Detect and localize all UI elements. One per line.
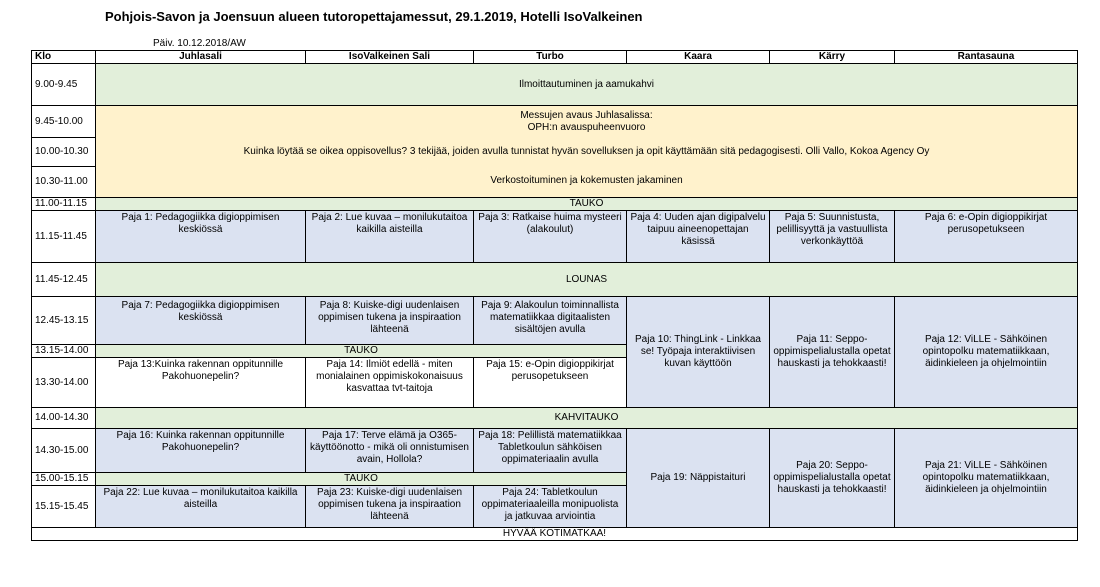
- workshop-cell: Paja 5: Suunnistusta, pelillisyyttä ja vastuullista verkonkäyttöä: [770, 211, 895, 263]
- schedule-table: [31, 50, 1078, 541]
- workshop-cell: Paja 2: Lue kuvaa – monilukutaitoa kaikilla aisteilla: [306, 211, 474, 263]
- header-klo: Klo: [32, 51, 96, 64]
- time-cell: 15.00-15.15: [32, 473, 96, 486]
- workshop-cell: Paja 10: ThingLink - Linkkaa se! Työpaja interaktiivisen kuvan käyttöön: [627, 297, 770, 408]
- workshop-cell: Paja 20: Seppo-oppimispelialustalla opetat hauskasti ja tehokkaasti!: [770, 429, 895, 528]
- break-cell: TAUKO: [96, 345, 627, 358]
- coffee-break-cell: KAHVITAUKO: [96, 408, 1078, 429]
- workshop-cell: Paja 22: Lue kuvaa – monilukutaitoa kaikilla aisteilla: [96, 486, 306, 528]
- workshop-cell: Paja 24: Tabletkoulun oppimateriaaleilla monipuolista ja jatkuvaa arviointia: [474, 486, 627, 528]
- break-cell: TAUKO: [96, 198, 1078, 211]
- table-row: [32, 106, 1078, 138]
- document-title: Pohjois-Savon ja Joensuun alueen tutoropettajamessut, 29.1.2019, Hotelli IsoValkeinen: [105, 9, 643, 24]
- workshop-cell: Paja 4: Uuden ajan digipalvelu taipuu aineenopettajan käsissä: [627, 211, 770, 263]
- workshop-cell: Paja 3: Ratkaise huima mysteeri (alakoulut): [474, 211, 627, 263]
- header-rantasauna: Rantasauna: [895, 51, 1078, 64]
- keynote-text: Kuinka löytää se oikea oppisovellus? 3 tekijää, joiden avulla tunnistat hyvän sovelluksen ja opit käyttämään sitä pedagogisesti. Olli Vallo, Kokoa Agency Oy: [243, 146, 930, 157]
- workshop-cell: Paja 13:Kuinka rakennan oppitunnille Pakohuonepelin?: [96, 358, 306, 408]
- workshop-cell: Paja 19: Näppistaituri: [627, 429, 770, 528]
- workshop-cell: Paja 21: ViLLE - Sähköinen opintopolku matematiikkaan, äidinkieleen ja ohjelmointiin: [895, 429, 1078, 528]
- workshop-cell: Paja 16: Kuinka rakennan oppitunnille Pakohuonepelin?: [96, 429, 306, 473]
- header-kaara: Kaara: [627, 51, 770, 64]
- table-row: [32, 297, 1078, 345]
- table-row: [32, 408, 1078, 429]
- workshop-cell: Paja 15: e-Opin digioppikirjat perusopetukseen: [474, 358, 627, 408]
- workshop-cell: Paja 7: Pedagogiikka digioppimisen keskiössä: [96, 297, 306, 345]
- time-cell: 9.45-10.00: [32, 106, 96, 138]
- workshop-cell: Paja 14: Ilmiöt edellä - miten monialainen oppimiskokonaisuus kasvattaa tvt-taitoja: [306, 358, 474, 408]
- break-cell: TAUKO: [96, 473, 627, 486]
- opening-line1: Messujen avaus Juhlasalissa:: [520, 110, 653, 121]
- workshop-cell: Paja 12: ViLLE - Sähköinen opintopolku matematiikkaan, äidinkieleen ja ohjelmointiin: [895, 297, 1078, 408]
- header-isovalkeinen-sali: IsoValkeinen Sali: [306, 51, 474, 64]
- opening-line2: OPH:n avauspuheenvuoro: [527, 122, 646, 133]
- workshop-cell: Paja 8: Kuiske-digi uudenlaisen oppimisen tukena ja inspiraation lähteenä: [306, 297, 474, 345]
- time-cell: 11.00-11.15: [32, 198, 96, 211]
- time-cell: 11.45-12.45: [32, 263, 96, 297]
- header-row: [32, 51, 1078, 64]
- table-row: [32, 198, 1078, 211]
- table-row: [32, 263, 1078, 297]
- table-row: [32, 64, 1078, 106]
- header-karry: Kärry: [770, 51, 895, 64]
- time-cell: 14.00-14.30: [32, 408, 96, 429]
- lunch-cell: LOUNAS: [96, 263, 1078, 297]
- goodbye-cell: HYVÄÄ KOTIMATKAA!: [32, 528, 1078, 541]
- workshop-cell: Paja 23: Kuiske-digi uudenlaisen oppimisen tukena ja inspiraation lähteenä: [306, 486, 474, 528]
- plenary-block: [96, 106, 1078, 198]
- time-cell: 13.30-14.00: [32, 358, 96, 408]
- header-juhlasali: Juhlasali: [96, 51, 306, 64]
- table-row: [32, 429, 1078, 473]
- workshop-cell: Paja 9: Alakoulun toiminnallista matematiikkaa digitaalisten sisältöjen avulla: [474, 297, 627, 345]
- time-cell: 10.30-11.00: [32, 167, 96, 198]
- workshop-cell: Paja 1: Pedagogiikka digioppimisen keskiössä: [96, 211, 306, 263]
- networking-text: Verkostoituminen ja kokemusten jakaminen: [490, 175, 683, 186]
- workshop-cell: Paja 18: Pelillistä matematiikkaa Tabletkoulun sähköisen oppimateriaalin avulla: [474, 429, 627, 473]
- time-cell: 12.45-13.15: [32, 297, 96, 345]
- time-cell: 13.15-14.00: [32, 345, 96, 358]
- time-cell: 14.30-15.00: [32, 429, 96, 473]
- time-cell: 9.00-9.45: [32, 64, 96, 106]
- time-cell: 15.15-15.45: [32, 486, 96, 528]
- updated-note: Päiv. 10.12.2018/AW: [153, 38, 246, 49]
- workshop-cell: Paja 11: Seppo-oppimispelialustalla opetat hauskasti ja tehokkaasti!: [770, 297, 895, 408]
- time-cell: 11.15-11.45: [32, 211, 96, 263]
- workshop-cell: Paja 6: e-Opin digioppikirjat perusopetukseen: [895, 211, 1078, 263]
- table-row: [32, 528, 1078, 541]
- time-cell: 10.00-10.30: [32, 138, 96, 167]
- header-turbo: Turbo: [474, 51, 627, 64]
- workshop-cell: Paja 17: Terve elämä ja O365-käyttöönotto - mikä oli onnistumisen avain, Hollola?: [306, 429, 474, 473]
- table-row: [32, 211, 1078, 263]
- registration-cell: Ilmoittautuminen ja aamukahvi: [96, 64, 1078, 106]
